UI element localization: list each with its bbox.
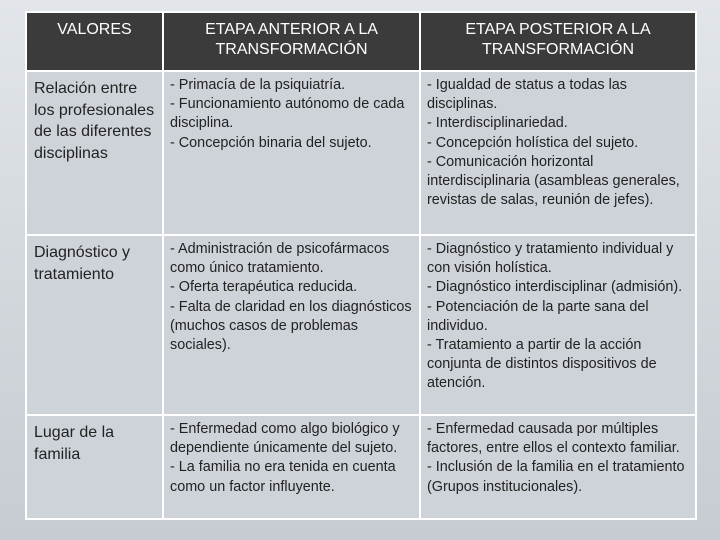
- list-item: - Diagnóstico y tratamiento individual y con visión holística.: [427, 241, 678, 277]
- list-item: - Diagnóstico interdisciplinar (admisión).: [427, 279, 683, 296]
- header-after-transformation: ETAPA POSTERIOR A LA TRANSFORMACIÓN: [420, 12, 696, 71]
- header-before-transformation: ETAPA ANTERIOR A LA TRANSFORMACIÓN: [163, 12, 420, 71]
- cell-before: [163, 71, 420, 235]
- list-item: - Potenciación de la parte sana del individuo.: [427, 298, 653, 334]
- list-item: - Enfermedad causada por múltiples factores, entre ellos el contexto familiar.: [427, 421, 680, 457]
- list-item: - Comunicación horizontal interdisciplinaria (asambleas generales, revistas de salas, reunión de jefes).: [427, 153, 684, 209]
- list-item: - Primacía de la psiquiatría.: [170, 77, 346, 93]
- list-item: - Funcionamiento autónomo de cada disciplina.: [170, 96, 409, 132]
- cell-after: [420, 235, 696, 415]
- header-values: VALORES: [26, 12, 163, 71]
- list-item: - Interdisciplinariedad.: [427, 115, 568, 132]
- row-label-diagnosis-treatment: Diagnóstico y tratamiento: [26, 235, 163, 415]
- list-item: - Tratamiento a partir de la acción conjunta de distintos dispositivos de atención.: [427, 337, 661, 392]
- cell-before: [163, 415, 420, 519]
- row-label-professional-relations: Relación entre los profesionales de las diferentes disciplinas: [26, 71, 163, 235]
- header-row: [26, 12, 696, 71]
- table-row: [26, 71, 696, 235]
- cell-before: [163, 235, 420, 415]
- values-comparison-table: [25, 11, 697, 520]
- list-item: - Administración de psicofármacos como único tratamiento.: [170, 241, 394, 277]
- list-item: - Oferta terapéutica reducida.: [170, 279, 358, 296]
- cell-after: [420, 71, 696, 235]
- list-item: - Falta de claridad en los diagnósticos (muchos casos de problemas sociales).: [170, 298, 416, 354]
- list-item: - Igualdad de status a todas las disciplinas.: [427, 77, 632, 113]
- row-label-family-role: Lugar de la familia: [26, 415, 163, 519]
- table-row: [26, 415, 696, 519]
- list-item: - La familia no era tenida en cuenta como un factor influyente.: [170, 459, 400, 495]
- table-row: [26, 235, 696, 415]
- list-item: - Enfermedad como algo biológico y dependiente únicamente del sujeto.: [170, 421, 404, 457]
- cell-after: [420, 415, 696, 519]
- list-item: - Concepción binaria del sujeto.: [170, 134, 372, 151]
- list-item: - Concepción holística del sujeto.: [427, 134, 639, 151]
- list-item: - Inclusión de la familia en el tratamiento (Grupos institucionales).: [427, 459, 689, 495]
